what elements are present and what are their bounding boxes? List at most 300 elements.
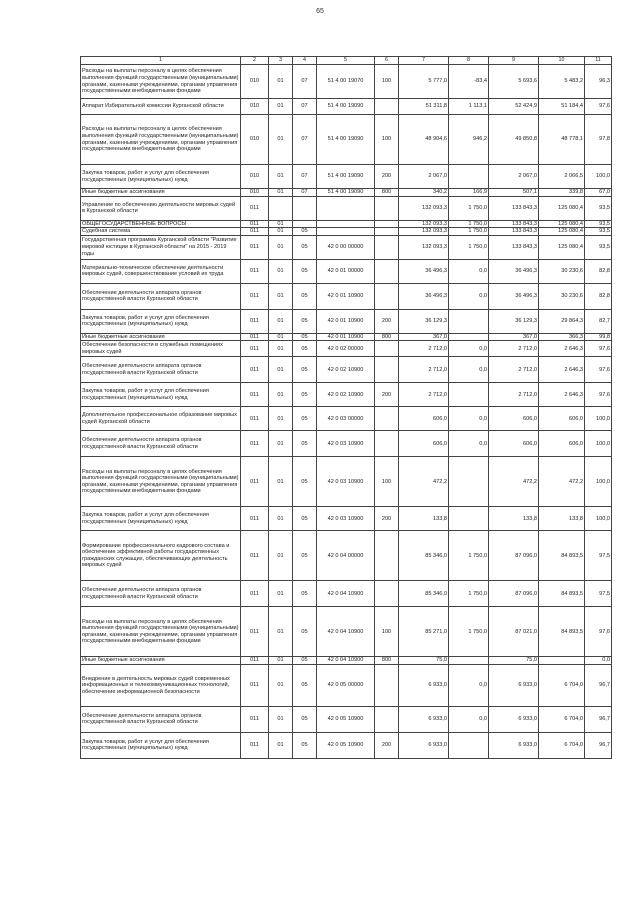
ministry-code: 011 [241, 235, 269, 259]
execution-percent: 93,5 [585, 235, 612, 259]
table-row [81, 657, 612, 665]
expense-name: Обеспечение деятельности аппарата органов государственной власти Курганской области [81, 581, 241, 607]
approved-budget: 606,0 [399, 431, 449, 457]
approved-budget: 85 346,0 [399, 581, 449, 607]
target-article [317, 228, 375, 236]
expense-name: Закупка товаров, работ и услуг для обеспечения государственных (муниципальных) нужд [81, 309, 241, 333]
target-article: 42 0 04 10900 [317, 581, 375, 607]
page-number: 65 [316, 8, 324, 15]
subsection-code: 05 [293, 283, 317, 309]
approved-budget: 132 093,3 [399, 235, 449, 259]
approved-budget: 133,8 [399, 507, 449, 531]
expense-name: ОБЩЕГОСУДАРСТВЕННЫЕ ВОПРОСЫ [81, 220, 241, 228]
target-article [317, 220, 375, 228]
approved-budget: 36 496,3 [399, 283, 449, 309]
target-article [317, 196, 375, 220]
changes [449, 333, 489, 341]
ministry-code: 011 [241, 431, 269, 457]
ministry-code: 011 [241, 333, 269, 341]
subsection-code: 05 [293, 333, 317, 341]
section-code: 01 [269, 99, 293, 115]
expense-name: Иные бюджетные ассигнования [81, 657, 241, 665]
refined-budget: 2 712,0 [489, 341, 539, 357]
expense-type [375, 235, 399, 259]
section-code: 01 [269, 732, 293, 758]
section-code: 01 [269, 189, 293, 197]
ministry-code: 011 [241, 531, 269, 581]
section-code: 01 [269, 283, 293, 309]
refined-budget: 2 712,0 [489, 383, 539, 407]
execution-percent: 93,5 [585, 228, 612, 236]
execution-percent: 96,7 [585, 706, 612, 732]
ministry-code: 011 [241, 407, 269, 431]
expense-type [375, 531, 399, 581]
target-article: 42 0 03 10900 [317, 431, 375, 457]
refined-budget: 87 096,0 [489, 531, 539, 581]
section-code: 01 [269, 115, 293, 165]
table-row [81, 228, 612, 236]
subsection-code: 05 [293, 259, 317, 283]
expense-type [375, 357, 399, 383]
ministry-code: 010 [241, 165, 269, 189]
table-row [81, 115, 612, 165]
expense-type: 200 [375, 165, 399, 189]
expense-type [375, 664, 399, 706]
expense-name: Расходы на выплаты персоналу в целях обеспечения выполнения функций государственными (муниципальными) органами, казенными учреждениями, органами управления государственными внебюджетными фондами [81, 115, 241, 165]
changes [449, 383, 489, 407]
approved-budget: 48 904,6 [399, 115, 449, 165]
subsection-code: 05 [293, 341, 317, 357]
refined-budget: 2 712,0 [489, 357, 539, 383]
subsection-code: 05 [293, 228, 317, 236]
target-article: 42 0 05 10900 [317, 706, 375, 732]
executed: 6 704,0 [539, 706, 585, 732]
refined-budget: 75,0 [489, 657, 539, 665]
approved-budget: 51 311,8 [399, 99, 449, 115]
refined-budget: 6 933,0 [489, 732, 539, 758]
executed [539, 657, 585, 665]
ministry-code: 011 [241, 228, 269, 236]
executed: 125 080,4 [539, 220, 585, 228]
expense-name: Обеспечение деятельности аппарата органов государственной власти Курганской области [81, 431, 241, 457]
changes: 946,2 [449, 115, 489, 165]
approved-budget: 6 933,0 [399, 706, 449, 732]
section-code: 01 [269, 341, 293, 357]
expense-type: 100 [375, 65, 399, 99]
target-article: 42 0 03 10900 [317, 457, 375, 507]
expense-type [375, 283, 399, 309]
expense-name: Расходы на выплаты персоналу в целях обеспечения выполнения функций государственными (муниципальными) органами, казенными учреждениями, органами управления государственными внебюджетными фондами [81, 607, 241, 657]
execution-percent: 97,5 [585, 581, 612, 607]
expense-name: Дополнительное профессиональное образование мировых судей Курганской области [81, 407, 241, 431]
section-code: 01 [269, 333, 293, 341]
execution-percent: 100,0 [585, 457, 612, 507]
section-code: 01 [269, 431, 293, 457]
target-article: 42 0 01 00000 [317, 259, 375, 283]
executed: 125 080,4 [539, 228, 585, 236]
expense-type [375, 431, 399, 457]
executed: 84 893,5 [539, 531, 585, 581]
refined-budget: 5 693,6 [489, 65, 539, 99]
refined-budget: 367,0 [489, 333, 539, 341]
executed: 30 230,6 [539, 259, 585, 283]
executed: 5 483,2 [539, 65, 585, 99]
executed: 2 066,5 [539, 165, 585, 189]
refined-budget: 52 424,9 [489, 99, 539, 115]
column-number: 9 [489, 57, 539, 65]
table-row [81, 607, 612, 657]
executed: 2 646,3 [539, 341, 585, 357]
section-code: 01 [269, 706, 293, 732]
ministry-code: 011 [241, 357, 269, 383]
approved-budget: 340,2 [399, 189, 449, 197]
executed: 2 646,3 [539, 357, 585, 383]
expense-name: Обеспечение деятельности аппарата органов государственной власти Курганской области [81, 357, 241, 383]
ministry-code: 011 [241, 196, 269, 220]
table-row [81, 333, 612, 341]
table-row [81, 531, 612, 581]
section-code: 01 [269, 383, 293, 407]
subsection-code: 05 [293, 664, 317, 706]
execution-percent: 97,8 [585, 115, 612, 165]
ministry-code: 011 [241, 732, 269, 758]
expense-type [375, 259, 399, 283]
expense-type: 200 [375, 383, 399, 407]
changes: 0,0 [449, 706, 489, 732]
expense-name: Внедрение в деятельность мировых судей современных информационных и телекоммуникационных технологий, обеспечение информационной безопасности [81, 664, 241, 706]
expense-name: Судебная система [81, 228, 241, 236]
executed: 84 893,5 [539, 581, 585, 607]
ministry-code: 011 [241, 220, 269, 228]
expense-type: 200 [375, 309, 399, 333]
changes [449, 732, 489, 758]
executed: 125 080,4 [539, 235, 585, 259]
subsection-code: 05 [293, 507, 317, 531]
changes: 0,0 [449, 407, 489, 431]
subsection-code: 07 [293, 99, 317, 115]
table-row [81, 341, 612, 357]
target-article: 42 0 05 00000 [317, 664, 375, 706]
target-article: 42 0 03 10900 [317, 507, 375, 531]
target-article: 42 0 01 10900 [317, 309, 375, 333]
expense-type: 100 [375, 457, 399, 507]
executed: 606,0 [539, 407, 585, 431]
approved-budget: 36 496,3 [399, 259, 449, 283]
executed: 30 230,6 [539, 283, 585, 309]
changes: 0,0 [449, 431, 489, 457]
changes: 1 750,0 [449, 607, 489, 657]
ministry-code: 011 [241, 706, 269, 732]
column-number: 7 [399, 57, 449, 65]
target-article: 42 0 01 10900 [317, 283, 375, 309]
table-row [81, 99, 612, 115]
changes [449, 657, 489, 665]
changes: 0,0 [449, 259, 489, 283]
execution-percent: 100,0 [585, 407, 612, 431]
section-code: 01 [269, 220, 293, 228]
approved-budget: 85 346,0 [399, 531, 449, 581]
ministry-code: 011 [241, 383, 269, 407]
changes: 1 750,0 [449, 228, 489, 236]
expense-type [375, 228, 399, 236]
execution-percent: 97,6 [585, 341, 612, 357]
subsection-code: 05 [293, 706, 317, 732]
expense-name: Закупка товаров, работ и услуг для обеспечения государственных (муниципальных) нужд [81, 732, 241, 758]
approved-budget: 75,0 [399, 657, 449, 665]
table-row [81, 165, 612, 189]
table-row [81, 732, 612, 758]
column-number: 2 [241, 57, 269, 65]
changes [449, 165, 489, 189]
refined-budget: 36 129,3 [489, 309, 539, 333]
target-article: 42 0 05 10900 [317, 732, 375, 758]
budget-table [80, 56, 612, 759]
table-row [81, 283, 612, 309]
expense-name: Закупка товаров, работ и услуг для обеспечения государственных (муниципальных) нужд [81, 165, 241, 189]
refined-budget: 133 843,3 [489, 220, 539, 228]
expense-type [375, 407, 399, 431]
target-article: 42 0 00 00000 [317, 235, 375, 259]
refined-budget: 133 843,3 [489, 235, 539, 259]
table-row [81, 431, 612, 457]
changes [449, 457, 489, 507]
column-number: 4 [293, 57, 317, 65]
target-article: 51 4 00 19070 [317, 65, 375, 99]
target-article: 42 0 01 10900 [317, 333, 375, 341]
refined-budget: 133 843,3 [489, 196, 539, 220]
expense-name: Иные бюджетные ассигнования [81, 333, 241, 341]
subsection-code: 05 [293, 309, 317, 333]
approved-budget: 132 093,3 [399, 196, 449, 220]
approved-budget: 132 093,3 [399, 228, 449, 236]
execution-percent: 97,5 [585, 531, 612, 581]
section-code: 01 [269, 657, 293, 665]
table-row [81, 664, 612, 706]
ministry-code: 011 [241, 657, 269, 665]
approved-budget: 85 271,0 [399, 607, 449, 657]
refined-budget: 606,0 [489, 407, 539, 431]
subsection-code [293, 220, 317, 228]
changes: 1 750,0 [449, 581, 489, 607]
target-article: 42 0 02 10900 [317, 357, 375, 383]
expense-type: 800 [375, 333, 399, 341]
table-row [81, 189, 612, 197]
ministry-code: 011 [241, 581, 269, 607]
section-code [269, 196, 293, 220]
column-number: 8 [449, 57, 489, 65]
changes: 1 750,0 [449, 220, 489, 228]
table-row [81, 309, 612, 333]
ministry-code: 010 [241, 65, 269, 99]
approved-budget: 2 712,0 [399, 383, 449, 407]
expense-name: Расходы на выплаты персоналу в целях обеспечения выполнения функций государственными (муниципальными) органами, казенными учреждениями, органами управления государственными внебюджетными фондами [81, 457, 241, 507]
changes: 1 750,0 [449, 196, 489, 220]
expense-name: Обеспечение деятельности аппарата органов государственной власти Курганской области [81, 706, 241, 732]
expense-type [375, 99, 399, 115]
execution-percent: 93,5 [585, 220, 612, 228]
target-article: 51 4 00 19090 [317, 165, 375, 189]
target-article: 42 0 02 00000 [317, 341, 375, 357]
subsection-code: 05 [293, 357, 317, 383]
changes: 1 750,0 [449, 235, 489, 259]
expense-type: 200 [375, 507, 399, 531]
changes: 1 113,1 [449, 99, 489, 115]
target-article: 51 4 00 19090 [317, 115, 375, 165]
column-number: 1 [81, 57, 241, 65]
target-article: 42 0 02 10900 [317, 383, 375, 407]
refined-budget: 472,2 [489, 457, 539, 507]
execution-percent: 96,3 [585, 65, 612, 99]
column-number: 3 [269, 57, 293, 65]
approved-budget: 5 777,0 [399, 65, 449, 99]
execution-percent: 97,6 [585, 607, 612, 657]
subsection-code: 05 [293, 235, 317, 259]
ministry-code: 011 [241, 457, 269, 507]
refined-budget: 133 843,3 [489, 228, 539, 236]
expense-type [375, 196, 399, 220]
expense-type: 800 [375, 657, 399, 665]
expense-type [375, 581, 399, 607]
target-article: 51 4 00 19090 [317, 99, 375, 115]
ministry-code: 011 [241, 607, 269, 657]
section-code: 01 [269, 357, 293, 383]
execution-percent: 100,0 [585, 431, 612, 457]
target-article: 42 0 04 00000 [317, 531, 375, 581]
subsection-code: 07 [293, 165, 317, 189]
changes: -83,4 [449, 65, 489, 99]
expense-name: Закупка товаров, работ и услуг для обеспечения государственных (муниципальных) нужд [81, 507, 241, 531]
table-row [81, 235, 612, 259]
expense-name: Аппарат Избирательной комиссии Курганской области [81, 99, 241, 115]
section-code: 01 [269, 531, 293, 581]
refined-budget: 36 496,3 [489, 259, 539, 283]
approved-budget: 132 093,3 [399, 220, 449, 228]
changes: 0,0 [449, 341, 489, 357]
expense-name: Материально-техническое обеспечение деятельности мировых судей, совершенствование условий их труда [81, 259, 241, 283]
ministry-code: 011 [241, 283, 269, 309]
subsection-code: 07 [293, 65, 317, 99]
column-number: 10 [539, 57, 585, 65]
ministry-code: 010 [241, 189, 269, 197]
approved-budget: 2 712,0 [399, 341, 449, 357]
section-code: 01 [269, 457, 293, 507]
ministry-code: 011 [241, 664, 269, 706]
approved-budget: 2 067,0 [399, 165, 449, 189]
expense-type: 100 [375, 607, 399, 657]
subsection-code: 05 [293, 457, 317, 507]
subsection-code: 05 [293, 732, 317, 758]
execution-percent: 99,8 [585, 333, 612, 341]
column-number: 5 [317, 57, 375, 65]
table-row [81, 507, 612, 531]
changes: 1 750,0 [449, 531, 489, 581]
approved-budget: 36 129,3 [399, 309, 449, 333]
executed: 366,3 [539, 333, 585, 341]
section-code: 01 [269, 664, 293, 706]
execution-percent: 96,7 [585, 732, 612, 758]
section-code: 01 [269, 165, 293, 189]
approved-budget: 606,0 [399, 407, 449, 431]
ministry-code: 011 [241, 259, 269, 283]
execution-percent: 97,6 [585, 99, 612, 115]
table-header-row [81, 57, 612, 65]
execution-percent: 97,6 [585, 357, 612, 383]
subsection-code: 07 [293, 115, 317, 165]
expense-name: Иные бюджетные ассигнования [81, 189, 241, 197]
section-code: 01 [269, 309, 293, 333]
changes: 0,0 [449, 357, 489, 383]
executed: 6 704,0 [539, 732, 585, 758]
execution-percent: 100,0 [585, 165, 612, 189]
refined-budget: 507,1 [489, 189, 539, 197]
subsection-code: 05 [293, 531, 317, 581]
section-code: 01 [269, 607, 293, 657]
section-code: 01 [269, 507, 293, 531]
executed: 133,8 [539, 507, 585, 531]
changes: 0,0 [449, 664, 489, 706]
column-number: 6 [375, 57, 399, 65]
approved-budget: 6 933,0 [399, 732, 449, 758]
changes [449, 309, 489, 333]
expense-type [375, 341, 399, 357]
expense-name: Расходы на выплаты персоналу в целях обеспечения выполнения функций государственными (муниципальными) органами, казенными учреждениями, органами управления государственными внебюджетными фондами [81, 65, 241, 99]
approved-budget: 2 712,0 [399, 357, 449, 383]
target-article: 42 0 04 10900 [317, 657, 375, 665]
executed: 2 646,3 [539, 383, 585, 407]
subsection-code: 05 [293, 383, 317, 407]
refined-budget: 87 021,0 [489, 607, 539, 657]
subsection-code: 05 [293, 431, 317, 457]
changes: 166,9 [449, 189, 489, 197]
table-row [81, 220, 612, 228]
expense-name: Обеспечение деятельности аппарата органов государственной власти Курганской области [81, 283, 241, 309]
expense-type [375, 706, 399, 732]
executed: 29 864,3 [539, 309, 585, 333]
approved-budget: 367,0 [399, 333, 449, 341]
expense-type [375, 220, 399, 228]
refined-budget: 2 067,0 [489, 165, 539, 189]
refined-budget: 87 096,0 [489, 581, 539, 607]
refined-budget: 6 933,0 [489, 664, 539, 706]
refined-budget: 133,8 [489, 507, 539, 531]
executed: 472,2 [539, 457, 585, 507]
executed: 6 704,0 [539, 664, 585, 706]
execution-percent: 97,6 [585, 383, 612, 407]
executed: 51 184,4 [539, 99, 585, 115]
subsection-code: 05 [293, 581, 317, 607]
executed: 84 893,5 [539, 607, 585, 657]
executed: 48 778,1 [539, 115, 585, 165]
ministry-code: 011 [241, 309, 269, 333]
execution-percent: 93,5 [585, 196, 612, 220]
execution-percent: 0,0 [585, 657, 612, 665]
section-code: 01 [269, 235, 293, 259]
executed: 606,0 [539, 431, 585, 457]
subsection-code [293, 196, 317, 220]
section-code: 01 [269, 407, 293, 431]
refined-budget: 6 933,0 [489, 706, 539, 732]
expense-name: Обеспечение безопасности в служебных помещениях мировых судей [81, 341, 241, 357]
expense-type: 100 [375, 115, 399, 165]
refined-budget: 606,0 [489, 431, 539, 457]
changes: 0,0 [449, 283, 489, 309]
refined-budget: 49 850,8 [489, 115, 539, 165]
ministry-code: 011 [241, 341, 269, 357]
table-row [81, 357, 612, 383]
expense-name: Формирование профессионального кадрового состава и обеспечение эффективной работы государственных гражданских служащих, обеспечивающих деятельность мировых судей [81, 531, 241, 581]
expense-name: Государственная программа Курганской области "Развитие мировой юстиции в Курганской области" на 2015 - 2019 годы [81, 235, 241, 259]
subsection-code: 05 [293, 657, 317, 665]
